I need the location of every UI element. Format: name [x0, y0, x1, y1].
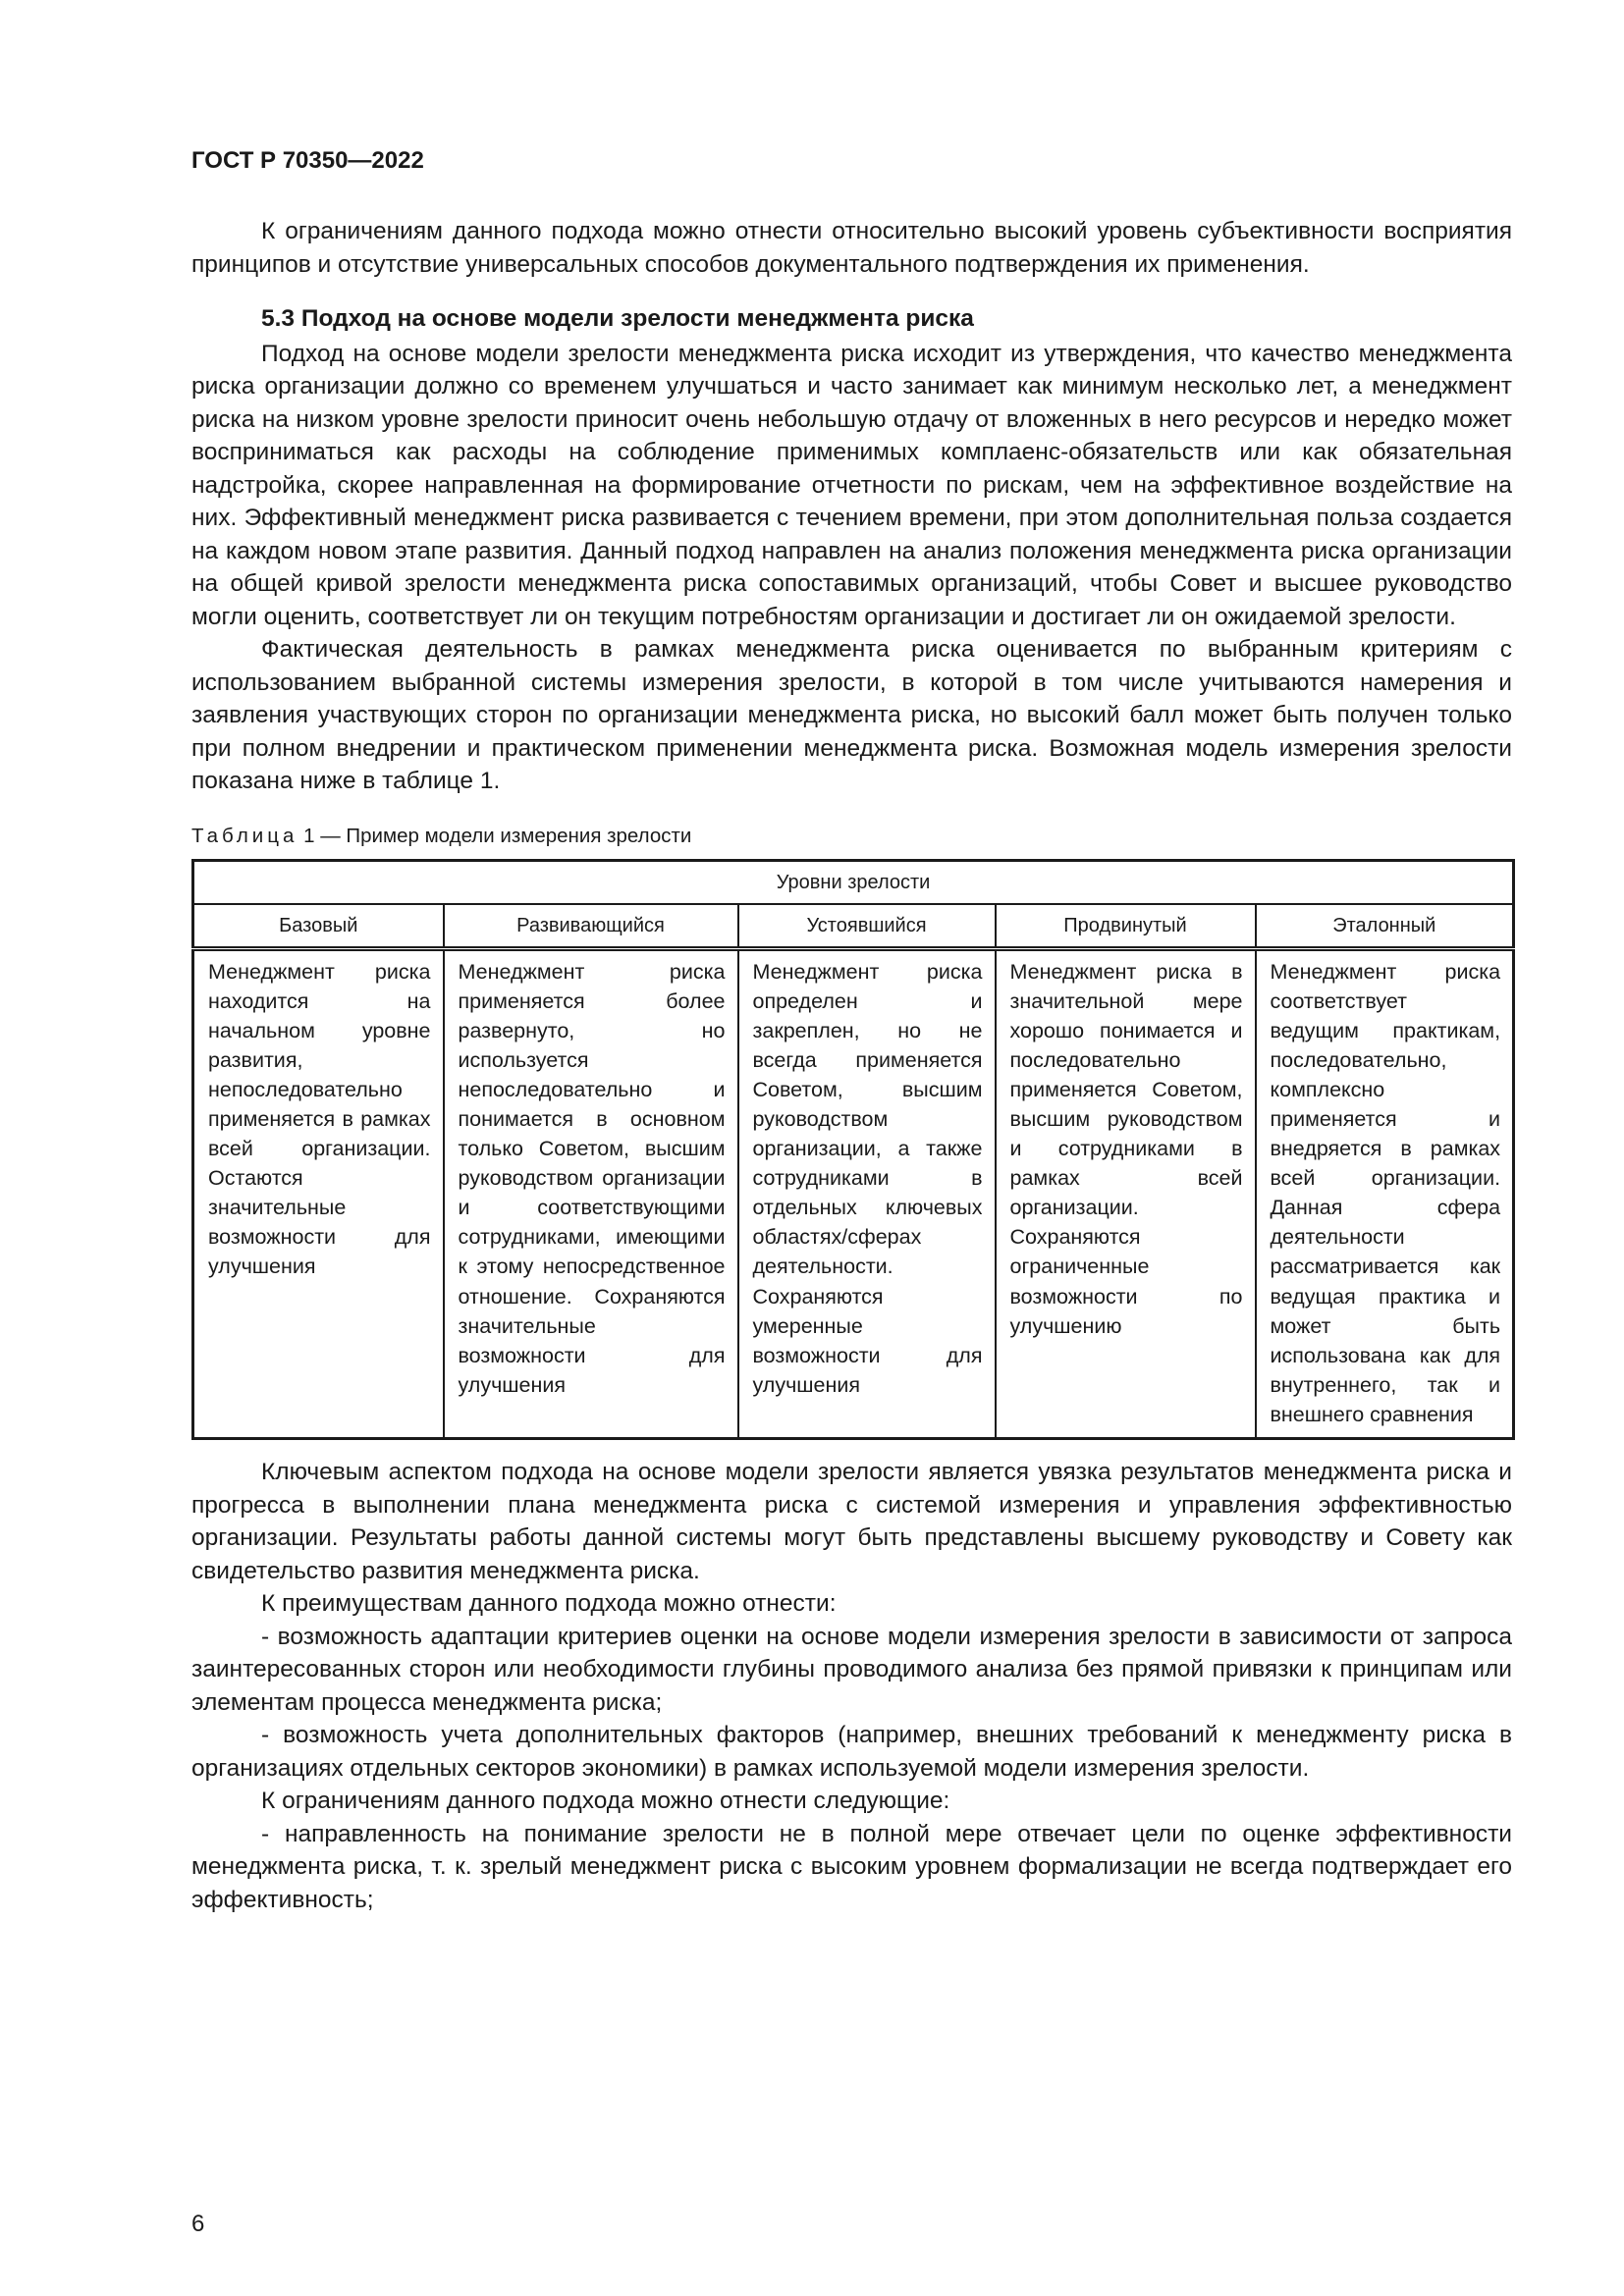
maturity-table: [191, 859, 1515, 1441]
table-caption-text: 1 — Пример модели измерения зрелости: [303, 824, 692, 847]
advantage-item-1: - возможность адаптации критериев оценки на основе модели измерения зрелости в зависимости от запроса заинтересованных сторон или необходимости глубины проводимого анализа без прямой привязки к принципам или элементам процесса менеджмента риска;: [191, 1623, 1512, 1716]
page-content: [191, 147, 1512, 1916]
column-header-basic: Базовый: [193, 904, 444, 949]
section-paragraph-1: Подход на основе модели зрелости менеджмента риска исходит из утверждения, что качество менеджмента риска организации должно со временем улучшаться и часто занимает как минимум несколько лет, а менеджмент риска на низком уровне зрелости приносит очень небольшую отдачу от вложенных в него ресурсов и нередко может восприниматься как расходы на соблюдение применимых комплаенс-обязательств или как обязательная надстройка, скорее направленная на формирование отчетности по рискам, чем на эффективное воздействие на них. Эффективный менеджмент риска развивается с течением времени, при этом дополнительная польза создается на каждом новом этапе развития. Данный подход направлен на анализ положения менеджмента риска организации на общей кривой зрелости менеджмента риска сопоставимых организаций, чтобы Совет и высшее руководство могли оценить, соответствует ли он текущим потребностям организации и достигает ли он ожидаемой зрелости.: [191, 340, 1512, 630]
cell-basic: Менеджмент риска находится на начальном уровне развития, непоследовательно применяется в рамках всей организации. Остаются значительные возможности для улучшения: [193, 948, 444, 1439]
table-group-header-row: [193, 860, 1514, 904]
document-code: ГОСТ Р 70350—2022: [191, 147, 424, 174]
table-column-header-row: [193, 904, 1514, 949]
table-caption-label: Таблица: [191, 824, 298, 847]
cell-established: Менеджмент риска определен и закреплен, но не всегда применяется Советом, высшим руководством организации, а также сотрудниками в отдельных ключевых областях/сферах деятельности. Сохраняются умеренные возможности для улучшения: [738, 948, 996, 1439]
advantage-item-2: - возможность учета дополнительных факторов (например, внешних требований к менеджменту риска в организациях отдельных секторов экономики) в рамках используемой модели измерения зрелости.: [191, 1722, 1512, 1782]
table-row: [193, 948, 1514, 1439]
cell-developing: Менеджмент риска применяется более развернуто, но используется непоследовательно и понимается в основном только Советом, высшим руководством организации и соответствующими сотрудниками, имеющими к этому непосредственное отношение. Сохраняются значительные возможности для улучшения: [444, 948, 738, 1439]
page-number: 6: [191, 2211, 205, 2237]
table-caption: [191, 824, 1512, 849]
cell-advanced: Менеджмент риска в значительной мере хорошо понимается и последовательно применяется Советом, высшим руководством и сотрудниками в рамках всей организации. Сохраняются ограниченные возможности по улучшению: [996, 948, 1256, 1439]
group-header-cell: Уровни зрелости: [193, 860, 1514, 904]
cell-reference: Менеджмент риска соответствует ведущим практикам, последовательно, комплексно применяется и внедряется в рамках всей организации. Данная сфера деятельности рассматривается как ведущая практика и может быть использована как для внутреннего, так и внешнего сравнения: [1256, 948, 1514, 1439]
conclusion-paragraph: Ключевым аспектом подхода на основе модели зрелости является увязка результатов менеджмента риска и прогресса в выполнении плана менеджмента риска с системой измерения и управления эффективностью организации. Результаты работы данной системы могут быть представлены высшему руководству и Совету как свидетельство развития менеджмента риска.: [191, 1459, 1512, 1584]
column-header-developing: Развивающийся: [444, 904, 738, 949]
intro-paragraph: К ограничениям данного подхода можно отнести относительно высокий уровень субъективности восприятия принципов и отсутствие универсальных способов документального подтверждения их применения.: [191, 218, 1512, 278]
section-paragraph-2: Фактическая деятельность в рамках менеджмента риска оценивается по выбранным критериям с использованием выбранной системы измерения зрелости, в которой в том числе учитываются намерения и заявления участвующих сторон по организации менеджмента риска, но высокий балл может быть получен только при полном внедрении и практическом применении менеджмента риска. Возможная модель измерения зрелости показана ниже в таблице 1.: [191, 636, 1512, 794]
limitation-item-1: - направленность на понимание зрелости не в полной мере отвечает цели по оценке эффективности менеджмента риска, т. к. зрелый менеджмент риска с высоким уровнем формализации не всегда подтверждает его эффективность;: [191, 1820, 1512, 1913]
limitations-intro: К ограничениям данного подхода можно отнести следующие:: [261, 1788, 950, 1814]
advantages-intro: К преимуществам данного подхода можно отнести:: [261, 1590, 837, 1617]
section-heading: 5.3 Подход на основе модели зрелости менеджмента риска: [261, 305, 974, 332]
column-header-advanced: Продвинутый: [996, 904, 1256, 949]
column-header-established: Устоявшийся: [738, 904, 996, 949]
column-header-reference: Эталонный: [1256, 904, 1514, 949]
